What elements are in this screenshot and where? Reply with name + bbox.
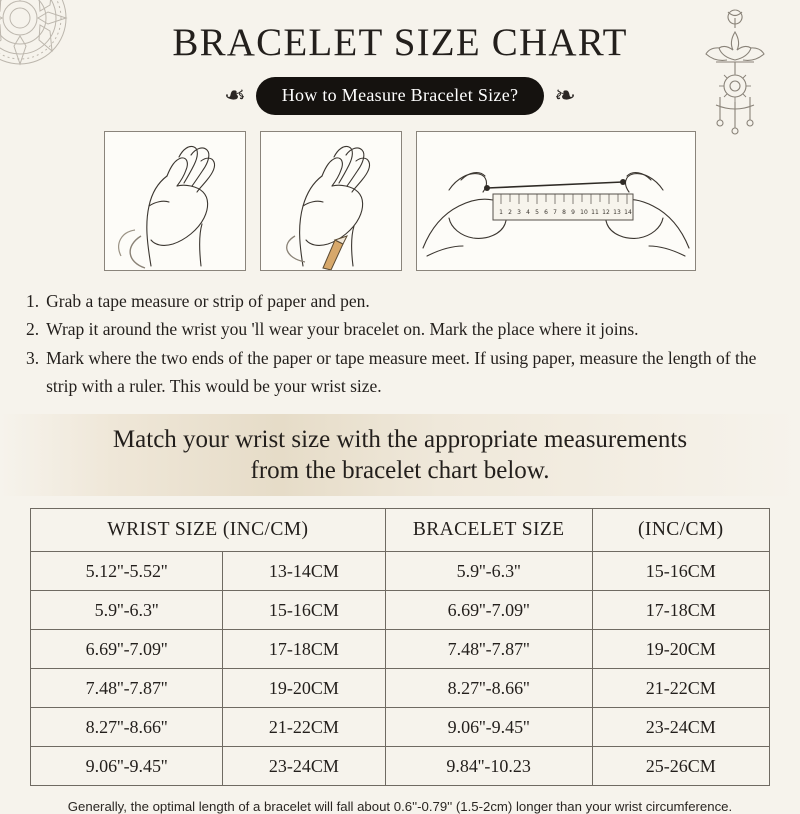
svg-text:3: 3 (517, 209, 521, 216)
cell-bracelet-inch: 9.84''-10.23 (385, 747, 592, 786)
cell-wrist-cm: 19-20CM (223, 669, 386, 708)
hand-with-tape-measure-photo (104, 131, 246, 271)
cell-bracelet-cm: 15-16CM (592, 552, 769, 591)
cell-wrist-inch: 7.48''-7.87'' (31, 669, 223, 708)
step-number: 3. (26, 347, 40, 368)
footnote: Generally, the optimal length of a bracelet will fall about 0.6''-0.79'' (1.5-2cm) longer than your wrist circumference. (67, 799, 733, 814)
cell-wrist-inch: 6.69''-7.09'' (31, 630, 223, 669)
cell-wrist-cm: 13-14CM (223, 552, 386, 591)
instruction-step (26, 315, 774, 343)
instruction-step (26, 287, 774, 315)
step-text: Wrap it around the wrist you 'll wear your bracelet on. Mark the place where it joins. (46, 319, 639, 340)
step-number: 1. (26, 291, 40, 311)
hands-measuring-strip-with-ruler-photo (416, 131, 696, 271)
header-bracelet-units: (INC/CM) (592, 509, 769, 552)
svg-text:1: 1 (499, 209, 503, 216)
svg-text:8: 8 (562, 209, 566, 216)
cell-bracelet-cm: 19-20CM (592, 630, 769, 669)
subtitle-pill: How to Measure Bracelet Size? (256, 77, 545, 115)
hand-with-paper-strip-photo (260, 131, 402, 271)
cell-wrist-inch: 5.12''-5.52'' (31, 552, 223, 591)
svg-text:2: 2 (508, 209, 512, 216)
svg-text:11: 11 (591, 209, 599, 216)
table-row (31, 708, 770, 747)
svg-text:7: 7 (553, 209, 557, 216)
table-row (31, 630, 770, 669)
cell-bracelet-cm: 21-22CM (592, 669, 769, 708)
instruction-step (26, 344, 774, 401)
flourish-left-icon: ❧ (223, 81, 246, 111)
cell-wrist-inch: 8.27''-8.66'' (31, 708, 223, 747)
table-row (31, 591, 770, 630)
subtitle-row (0, 77, 800, 115)
cell-wrist-cm: 23-24CM (223, 747, 386, 786)
svg-text:9: 9 (571, 209, 575, 216)
cell-wrist-cm: 21-22CM (223, 708, 386, 747)
flourish-right-icon: ❧ (554, 81, 577, 111)
cell-bracelet-inch: 7.48''-7.87'' (385, 630, 592, 669)
step-text: Mark where the two ends of the paper or tape measure meet. If using paper, measure the length of the strip with a ruler. This would be your wrist size. (46, 347, 757, 397)
table-row (31, 669, 770, 708)
instructions-list (26, 287, 774, 400)
match-size-banner (0, 414, 800, 496)
cell-bracelet-inch: 6.69''-7.09'' (385, 591, 592, 630)
cell-bracelet-inch: 5.9''-6.3'' (385, 552, 592, 591)
cell-wrist-cm: 15-16CM (223, 591, 386, 630)
cell-bracelet-inch: 9.06''-9.45'' (385, 708, 592, 747)
header-bracelet-size: BRACELET SIZE (385, 509, 592, 552)
cell-wrist-inch: 5.9''-6.3'' (31, 591, 223, 630)
table-row (31, 747, 770, 786)
svg-text:5: 5 (535, 209, 539, 216)
cell-bracelet-cm: 23-24CM (592, 708, 769, 747)
banner-line-2: from the bracelet chart below. (250, 457, 550, 485)
cell-bracelet-cm: 25-26CM (592, 747, 769, 786)
svg-text:12: 12 (602, 209, 610, 216)
table-header-row (31, 509, 770, 552)
step-text: Grab a tape measure or strip of paper and pen. (46, 291, 370, 311)
svg-text:13: 13 (613, 209, 621, 216)
instruction-photos (0, 131, 800, 271)
svg-text:4: 4 (526, 209, 530, 216)
cell-wrist-cm: 17-18CM (223, 630, 386, 669)
svg-text:10: 10 (580, 209, 588, 216)
cell-wrist-inch: 9.06''-9.45'' (31, 747, 223, 786)
header-wrist-size: WRIST SIZE (INC/CM) (31, 509, 386, 552)
banner-line-1: Match your wrist size with the appropriate measurements (112, 426, 688, 454)
step-number: 2. (26, 319, 40, 340)
cell-bracelet-inch: 8.27''-8.66'' (385, 669, 592, 708)
svg-text:6: 6 (544, 209, 548, 216)
size-table (30, 508, 770, 786)
table-row (31, 552, 770, 591)
page-title: BRACELET SIZE CHART (172, 21, 628, 64)
cell-bracelet-cm: 17-18CM (592, 591, 769, 630)
svg-text:14: 14 (624, 209, 632, 216)
